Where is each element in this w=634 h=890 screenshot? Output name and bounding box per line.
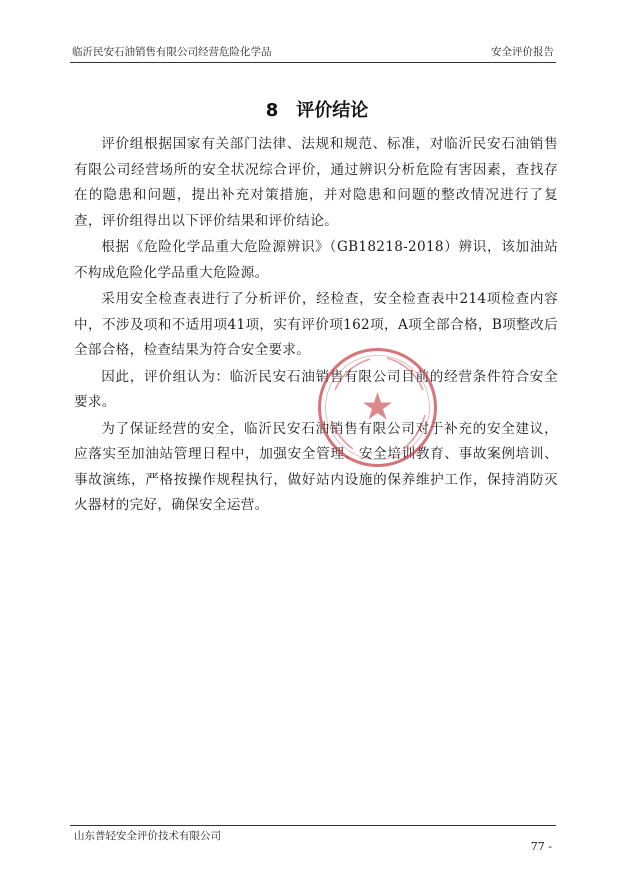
paragraph-conclusion: 因此，评价组认为：临沂民安石油销售有限公司目前的经营条件符合安全要求。 xyxy=(74,368,558,410)
header-divider xyxy=(70,62,556,63)
page-header xyxy=(70,44,556,62)
footer-company: 山东普轻安全评价技术有限公司 xyxy=(74,830,221,842)
section-title: 评价结论 xyxy=(296,100,369,121)
paragraph-hazard-source: 根据《危险化学品重大危险源辨识》（GB18218-2018）辨识，该加油站不构成危险化学品重大危险源。 xyxy=(74,239,558,281)
paragraph-recommendations: 为了保证经营的安全，临沂民安石油销售有限公司对于补充的安全建议，应落实至加油站管理日程中，加强安全管理、安全培训教育、事故案例培训、事故演练，严格按操作规程执行，做好站内设施的保养维护工作，保持消防灭火器材的完好，确保安全运营。 xyxy=(74,420,558,513)
paragraph-checklist: 采用安全检查表进行了分析评价，经检查，安全检查表中214项检查内容中，不涉及项和不适用项41项，实有评价项162项，A项全部合格，B项整改后全部合格，检查结果为符合安全要求。 xyxy=(74,291,558,358)
section-heading xyxy=(0,96,634,122)
section-number: 8 xyxy=(265,100,279,121)
footer-divider xyxy=(70,825,556,826)
header-company-title: 临沂民安石油销售有限公司经营危险化学品 xyxy=(72,46,272,58)
paragraph-intro: 评价组根据国家有关部门法律、法规和规范、标准，对临沂民安石油销售有限公司经营场所的安全状况综合评价，通过辨识分析危险有害因素，查找存在的隐患和问题，提出补充对策措施，并对隐患和问题的整改情况进行了复查，评价组得出以下评价结果和评价结论。 xyxy=(74,136,558,229)
header-report-type: 安全评价报告 xyxy=(491,46,554,58)
company-seal-stamp xyxy=(315,345,440,470)
page-number: 77 - xyxy=(530,840,552,853)
